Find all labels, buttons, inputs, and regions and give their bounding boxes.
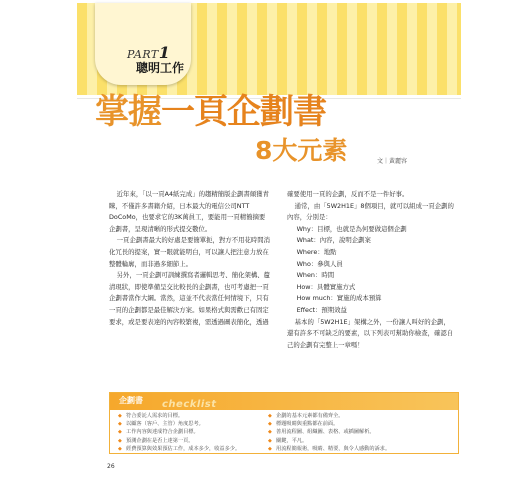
bullet-icon: ◆ [118,429,122,436]
checklist-item [117,412,240,420]
checklist-item [117,428,240,436]
checklist-item-text: 標題吸睛與重點都在前面。 [276,421,339,428]
paragraph: 一頁企劃書最大的好處是要簡單扼，對方不用花時間消化冗長的提案，實一眼就能明白，可以讓人把注意力放在整體輪廓，而非過多細節上。 [109,236,271,268]
checklist-item [267,437,390,445]
checklist-header [110,393,458,410]
article-subtitle: 8大元素 [255,136,348,165]
bullet-icon: ◆ [268,437,272,444]
checklist-item-text: 以顧客（客戶、主管）角度思考。 [126,421,204,428]
checklist-item [267,420,390,428]
bullet-icon: ◆ [268,445,272,452]
list-item: Why：目標，也就是為何要做這個企劃 [296,224,407,233]
title-highlight: 一頁企劃書 [161,92,326,132]
bullet-icon: ◆ [268,421,272,428]
checklist-item-text: 用流程簡報術，吸睛、精要，與令人感動的訴求。 [276,445,391,452]
checklist-box [109,392,459,454]
checklist-title: 企劃書 [119,396,143,405]
title-prefix: 掌握 [95,92,161,132]
article-title [95,92,326,132]
checklist-item [117,445,240,453]
list-item: When：時間 [296,271,335,280]
paragraph: 確要使用一頁的企劃，反而不是一件好事。 [287,190,409,198]
paragraph: 另外，一頁企劃可訓練撰寫者邏輯思考、簡化架構、釐清現狀，即使準備呈交比較長的企劃書，也可考慮把一頁企劃書當作大綱。當然，這並不代表當任何情境下，只有一頁的企劃都是最佳解決方案。如果格式與需歡已有固定要求，或是要表達的內容較繁複，需透過圖表簡化，透過 [109,271,271,326]
list-item: How much：實施的成本預算 [296,294,382,303]
author-byline: 文｜黃麗容 [377,158,408,165]
checklist-item [117,437,240,445]
paragraph: 近年來，「以一頁A4紙完成」的趨精簡版企劃書頗獲青睞，不僅許多書籍介紹，日本最大的電信公司NTT DoCoMo，也要求它的3K萬員工，要能用一頁精簡摘要企劃書，呈現清晰的形式提交數位。 [109,190,269,233]
checklist-item [117,420,240,428]
checklist-right [267,412,390,453]
list-item: Where：地點 [296,247,337,256]
checklist-item-text: 經費預算與效果預估工作，成本多少，收益多少。 [126,445,241,452]
bullet-icon: ◆ [118,445,122,452]
part-number: 1 [158,43,171,62]
bullet-icon: ◆ [268,413,272,419]
page-number: 26 [107,463,115,470]
checklist-item-text: 企劃的基本元素都有備齊全。 [276,413,344,419]
checklist-item [267,428,390,436]
bullet-icon: ◆ [118,413,122,419]
left-column [109,189,271,328]
paragraph: 基本的「5W2H1E」架構之外，一份讓人叫好的企劃，還有許多不可缺乏的要素，以下列表可幫助你檢查，確認自己的企劃有完整上一章嗎！ [287,317,454,349]
checklist-item [267,445,390,453]
bullet-icon: ◆ [268,429,272,436]
bullet-icon: ◆ [118,421,122,428]
part-label-text: PART [127,48,159,61]
list-item: What：內容，說明企劃案 [296,236,371,245]
list-item: How：具體實施方式 [296,282,356,291]
checklist-item-text: 關鍵，平凡。 [276,437,308,444]
list-item: Who：參與人員 [296,259,343,268]
checklist-item-text: 預測企劃在是否上達第一頁。 [126,437,194,444]
list-item: Effect：預期效益 [296,305,347,314]
checklist-item [267,412,390,420]
part-title: 聰明工作 [136,61,185,75]
paragraph: 通常，由「5W2H1E」8個項目，就可以組成一頁企劃的內容，分別是： [287,201,454,222]
right-column [287,189,455,351]
checklist-left [117,412,240,453]
checklist-subtitle: checklist [162,399,217,410]
checklist-item-text: 善用流程圖、組織圖、表格、或插圖解析。 [276,429,375,436]
bullet-icon: ◆ [118,437,122,444]
checklist-item-text: 工作內容與達成符合企劃目標。 [126,429,199,436]
part-tab [95,3,191,85]
checklist-item-text: 符合委託人需求的目標。 [126,413,184,419]
